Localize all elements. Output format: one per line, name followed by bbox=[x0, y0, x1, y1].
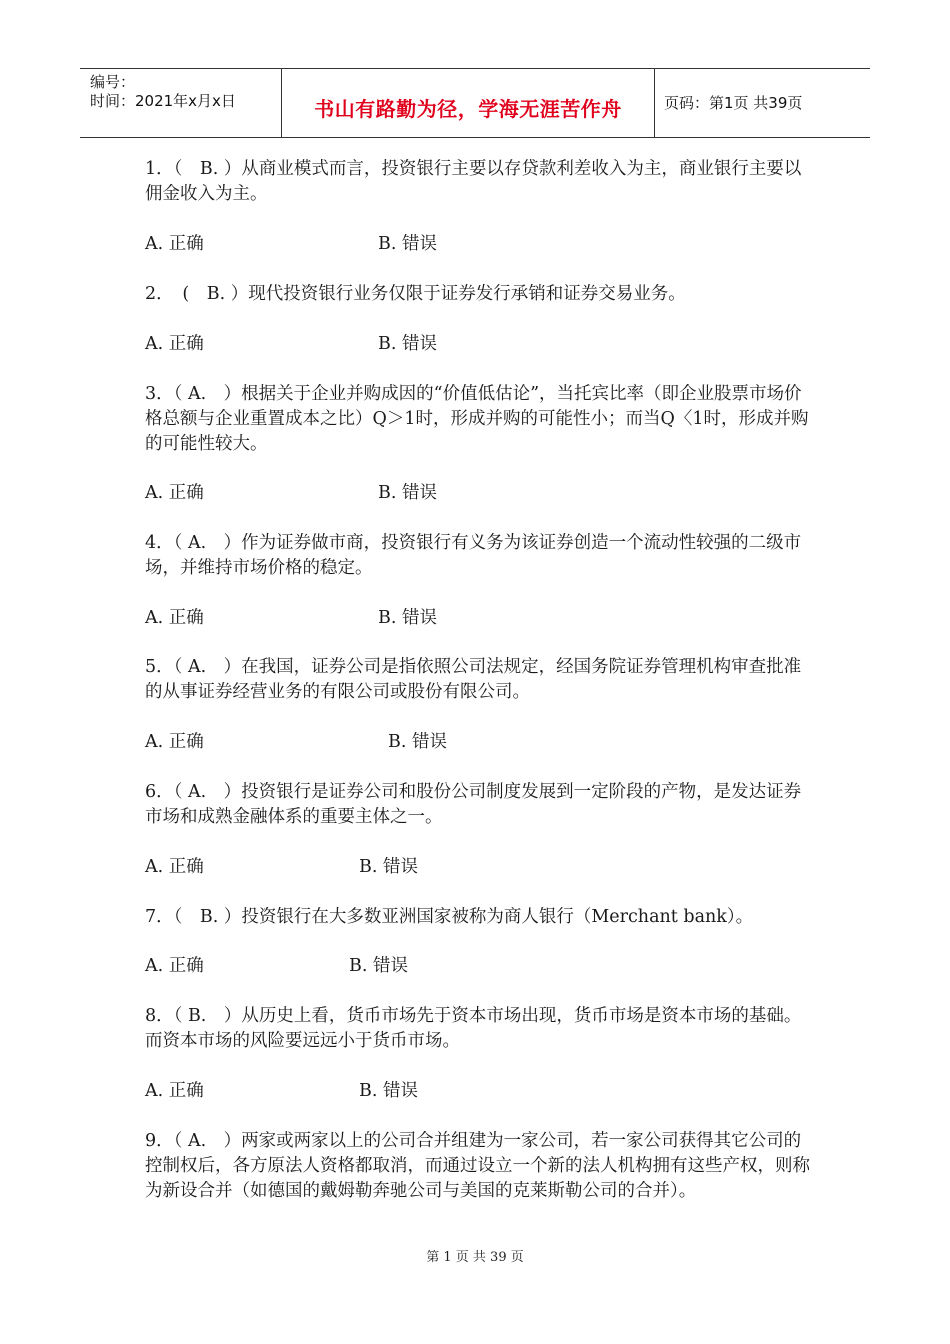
question-6-option-a: A. 正确 bbox=[145, 857, 204, 877]
question-1-option-a: A. 正确 bbox=[145, 234, 204, 254]
document-code-label: 编号： bbox=[90, 73, 136, 91]
page-header bbox=[80, 68, 870, 138]
question-5-text: 5．（ A. ）在我国，证券公司是指依照公司法规定，经国务院证券管理机构审查批准的从事证券经营业务的有限公司或股份有限公司。 bbox=[145, 657, 802, 702]
question-6-option-b: B. 错误 bbox=[359, 857, 418, 877]
question-3-text: 3．（ A. ）根据关于企业并购成因的“价值低估论”，当托宾比率（即企业股票市场价格总额与企业重置成本之比）Q＞1时，形成并购的可能性小；而当Q〈1时，形成并购的可能性较大。 bbox=[145, 384, 809, 454]
question-1-option-b: B. 错误 bbox=[378, 234, 437, 254]
header-motto-cell bbox=[282, 69, 655, 137]
question-7-text: 7．（ B. ）投资银行在大多数亚洲国家被称为商人银行（Merchant bank）。 bbox=[145, 907, 754, 927]
header-page-info: 页码：第1页 共39页 bbox=[664, 94, 803, 112]
header-motto: 书山有路勤为径，学海无涯苦作舟 bbox=[314, 97, 622, 121]
page-footer: 第 1 页 共 39 页 bbox=[426, 1250, 524, 1265]
question-4-option-b: B. 错误 bbox=[378, 608, 437, 628]
question-4-text: 4．（ A. ）作为证券做市商，投资银行有义务为该证券创造一个流动性较强的二级市场，并维持市场价格的稳定。 bbox=[145, 533, 802, 578]
question-2-text: 2． ( B. ）现代投资银行业务仅限于证券发行承销和证券交易业务。 bbox=[145, 284, 686, 304]
question-8-text: 8．（ B. ）从历史上看，货币市场先于资本市场出现，货币市场是资本市场的基础。而资本市场的风险要远远小于货币市场。 bbox=[145, 1006, 802, 1051]
question-9-text: 9．（ A. ）两家或两家以上的公司合并组建为一家公司，若一家公司获得其它公司的控制权后，各方原法人资格都取消，而通过设立一个新的法人机构拥有这些产权，则称为新设合并（如德国的戴姆勒奔驰公司与美国的克莱斯勒公司的合并）。 bbox=[145, 1131, 810, 1201]
question-6-text: 6．（ A. ）投资银行是证券公司和股份公司制度发展到一定阶段的产物，是发达证券市场和成熟金融体系的重要主体之一。 bbox=[145, 782, 802, 827]
question-2-option-b: B. 错误 bbox=[378, 334, 437, 354]
question-7-option-b: B. 错误 bbox=[349, 956, 408, 976]
question-5-option-a: A. 正确 bbox=[145, 732, 204, 752]
question-3-option-b: B. 错误 bbox=[378, 483, 437, 503]
question-7-option-a: A. 正确 bbox=[145, 956, 204, 976]
question-8-option-a: A. 正确 bbox=[145, 1081, 204, 1101]
question-5-option-b: B. 错误 bbox=[388, 732, 447, 752]
question-3-option-a: A. 正确 bbox=[145, 483, 204, 503]
document-date-label: 时间：2021年x月x日 bbox=[90, 92, 236, 110]
header-right-cell bbox=[655, 69, 870, 137]
question-2-option-a: A. 正确 bbox=[145, 334, 204, 354]
question-1-text: 1．（ B. ）从商业模式而言，投资银行主要以存贷款利差收入为主，商业银行主要以佣金收入为主。 bbox=[145, 159, 802, 204]
question-4-option-a: A. 正确 bbox=[145, 608, 204, 628]
header-left-cell bbox=[80, 69, 282, 137]
question-8-option-b: B. 错误 bbox=[359, 1081, 418, 1101]
